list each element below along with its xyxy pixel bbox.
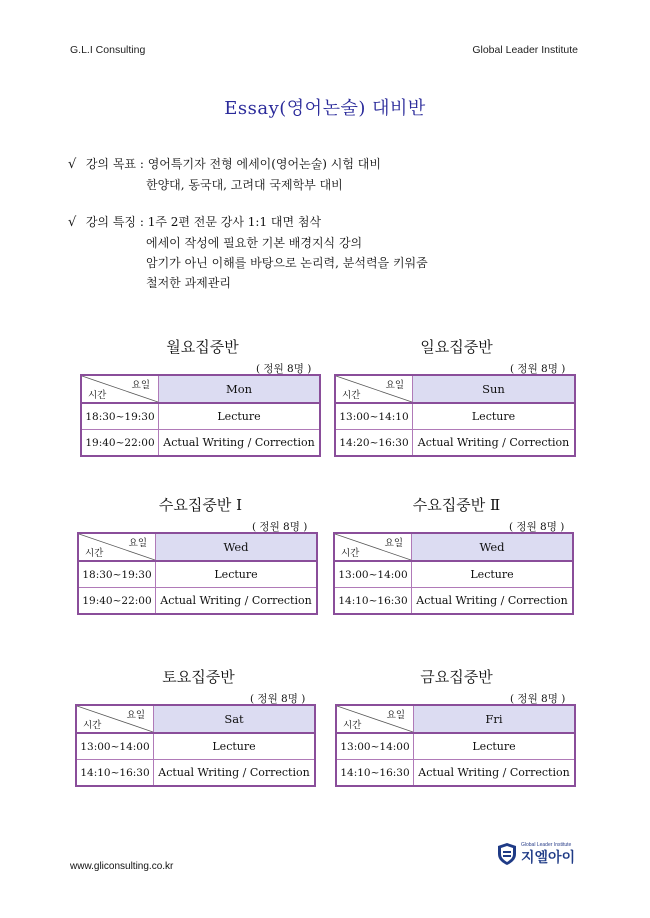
capacity-label: ( 정원 8명 ) (510, 363, 566, 375)
corner-time-label: 시간 (343, 720, 362, 731)
day-header: Wed (156, 533, 318, 561)
section-goal-line: 영어특기자 전형 에세이(영어논술) 시험 대비 (147, 157, 381, 171)
time-cell: 13:00~14:00 (76, 733, 154, 760)
check-icon: √ (68, 157, 77, 172)
group-title: 토요집중반 (162, 668, 235, 686)
schedule-table-fri (335, 704, 576, 787)
table-corner (335, 375, 413, 403)
table-corner (334, 533, 412, 561)
corner-day-label: 요일 (384, 538, 403, 549)
schedule-table-sun (334, 374, 576, 457)
corner-day-label: 요일 (131, 380, 150, 391)
section-feature-line: 에세이 작성에 필요한 기본 배경지식 강의 (146, 236, 363, 250)
time-cell: 14:10~16:30 (334, 588, 412, 615)
company-logo (497, 842, 587, 868)
section-goal-line: 한양대, 동국대, 고려대 국제학부 대비 (146, 178, 343, 192)
table-corner (336, 705, 414, 733)
activity-cell: Actual Writing / Correction (154, 760, 316, 787)
activity-cell: Lecture (413, 403, 576, 430)
time-cell: 18:30~19:30 (78, 561, 156, 588)
activity-cell: Lecture (156, 561, 318, 588)
activity-cell: Actual Writing / Correction (414, 760, 576, 787)
section-goal (68, 154, 381, 195)
table-row (335, 403, 575, 430)
time-cell: 14:10~16:30 (76, 760, 154, 787)
corner-time-label: 시간 (88, 390, 107, 401)
section-goal-label: 강의 목표 : (85, 157, 144, 171)
time-cell: 14:20~16:30 (335, 430, 413, 457)
table-row (78, 561, 317, 588)
section-feature-label: 강의 특징 : (85, 215, 144, 229)
table-row (81, 430, 320, 457)
corner-time-label: 시간 (83, 720, 102, 731)
capacity-label: ( 정원 8명 ) (510, 693, 566, 705)
table-row (334, 561, 573, 588)
section-feature-line: 1주 2편 전문 강사 1:1 대면 첨삭 (147, 215, 322, 229)
activity-cell: Lecture (154, 733, 316, 760)
activity-cell: Actual Writing / Correction (412, 588, 574, 615)
section-feature-line: 철저한 과제관리 (146, 276, 231, 290)
day-header: Fri (414, 705, 576, 733)
capacity-label: ( 정원 8명 ) (256, 363, 312, 375)
table-row (76, 733, 315, 760)
capacity-label: ( 정원 8명 ) (250, 693, 306, 705)
day-header: Sat (154, 705, 316, 733)
time-cell: 19:40~22:00 (78, 588, 156, 615)
schedule-table-wed-2 (333, 532, 574, 615)
corner-time-label: 시간 (85, 548, 104, 559)
footer-url: www.gliconsulting.co.kr (70, 861, 174, 872)
activity-cell: Actual Writing / Correction (413, 430, 576, 457)
corner-day-label: 요일 (126, 710, 145, 721)
schedule-table-sat (75, 704, 316, 787)
group-title: 월요집중반 (166, 338, 239, 356)
activity-cell: Actual Writing / Correction (156, 588, 318, 615)
activity-cell: Lecture (159, 403, 321, 430)
time-cell: 18:30~19:30 (81, 403, 159, 430)
group-title: 금요집중반 (420, 668, 493, 686)
corner-time-label: 시간 (341, 548, 360, 559)
header-institute: Global Leader Institute (472, 44, 578, 56)
group-title: 수요집중반 Ⅰ (158, 496, 243, 514)
schedule-table-wed-1 (77, 532, 318, 615)
corner-time-label: 시간 (342, 390, 361, 401)
capacity-label: ( 정원 8명 ) (252, 521, 308, 533)
corner-day-label: 요일 (386, 710, 405, 721)
header-company: G.L.I Consulting (70, 44, 146, 56)
schedule-table-mon (80, 374, 321, 457)
day-header: Sun (413, 375, 576, 403)
table-corner (81, 375, 159, 403)
activity-cell: Actual Writing / Correction (159, 430, 321, 457)
table-row (76, 760, 315, 787)
shield-icon (497, 842, 517, 866)
group-title: 수요집중반 Ⅱ (412, 496, 501, 514)
capacity-label: ( 정원 8명 ) (509, 521, 565, 533)
time-cell: 13:00~14:00 (334, 561, 412, 588)
table-row (334, 588, 573, 615)
day-header: Mon (159, 375, 321, 403)
time-cell: 13:00~14:00 (336, 733, 414, 760)
table-row (78, 588, 317, 615)
group-title: 일요집중반 (420, 338, 493, 356)
logo-subtitle: Global Leader Institute (521, 842, 572, 848)
logo-name: 지엘아이 (521, 850, 576, 866)
table-row (81, 403, 320, 430)
day-header: Wed (412, 533, 574, 561)
activity-cell: Lecture (414, 733, 576, 760)
table-row (336, 733, 575, 760)
table-corner (78, 533, 156, 561)
check-icon: √ (68, 215, 77, 230)
corner-day-label: 요일 (128, 538, 147, 549)
corner-day-label: 요일 (385, 380, 404, 391)
time-cell: 19:40~22:00 (81, 430, 159, 457)
time-cell: 14:10~16:30 (336, 760, 414, 787)
section-feature (68, 212, 428, 293)
section-feature-line: 암기가 아닌 이해를 바탕으로 논리력, 분석력을 키워줌 (146, 256, 428, 270)
page-title: Essay(영어논술) 대비반 (224, 98, 426, 119)
activity-cell: Lecture (412, 561, 574, 588)
table-row (335, 430, 575, 457)
table-corner (76, 705, 154, 733)
time-cell: 13:00~14:10 (335, 403, 413, 430)
table-row (336, 760, 575, 787)
